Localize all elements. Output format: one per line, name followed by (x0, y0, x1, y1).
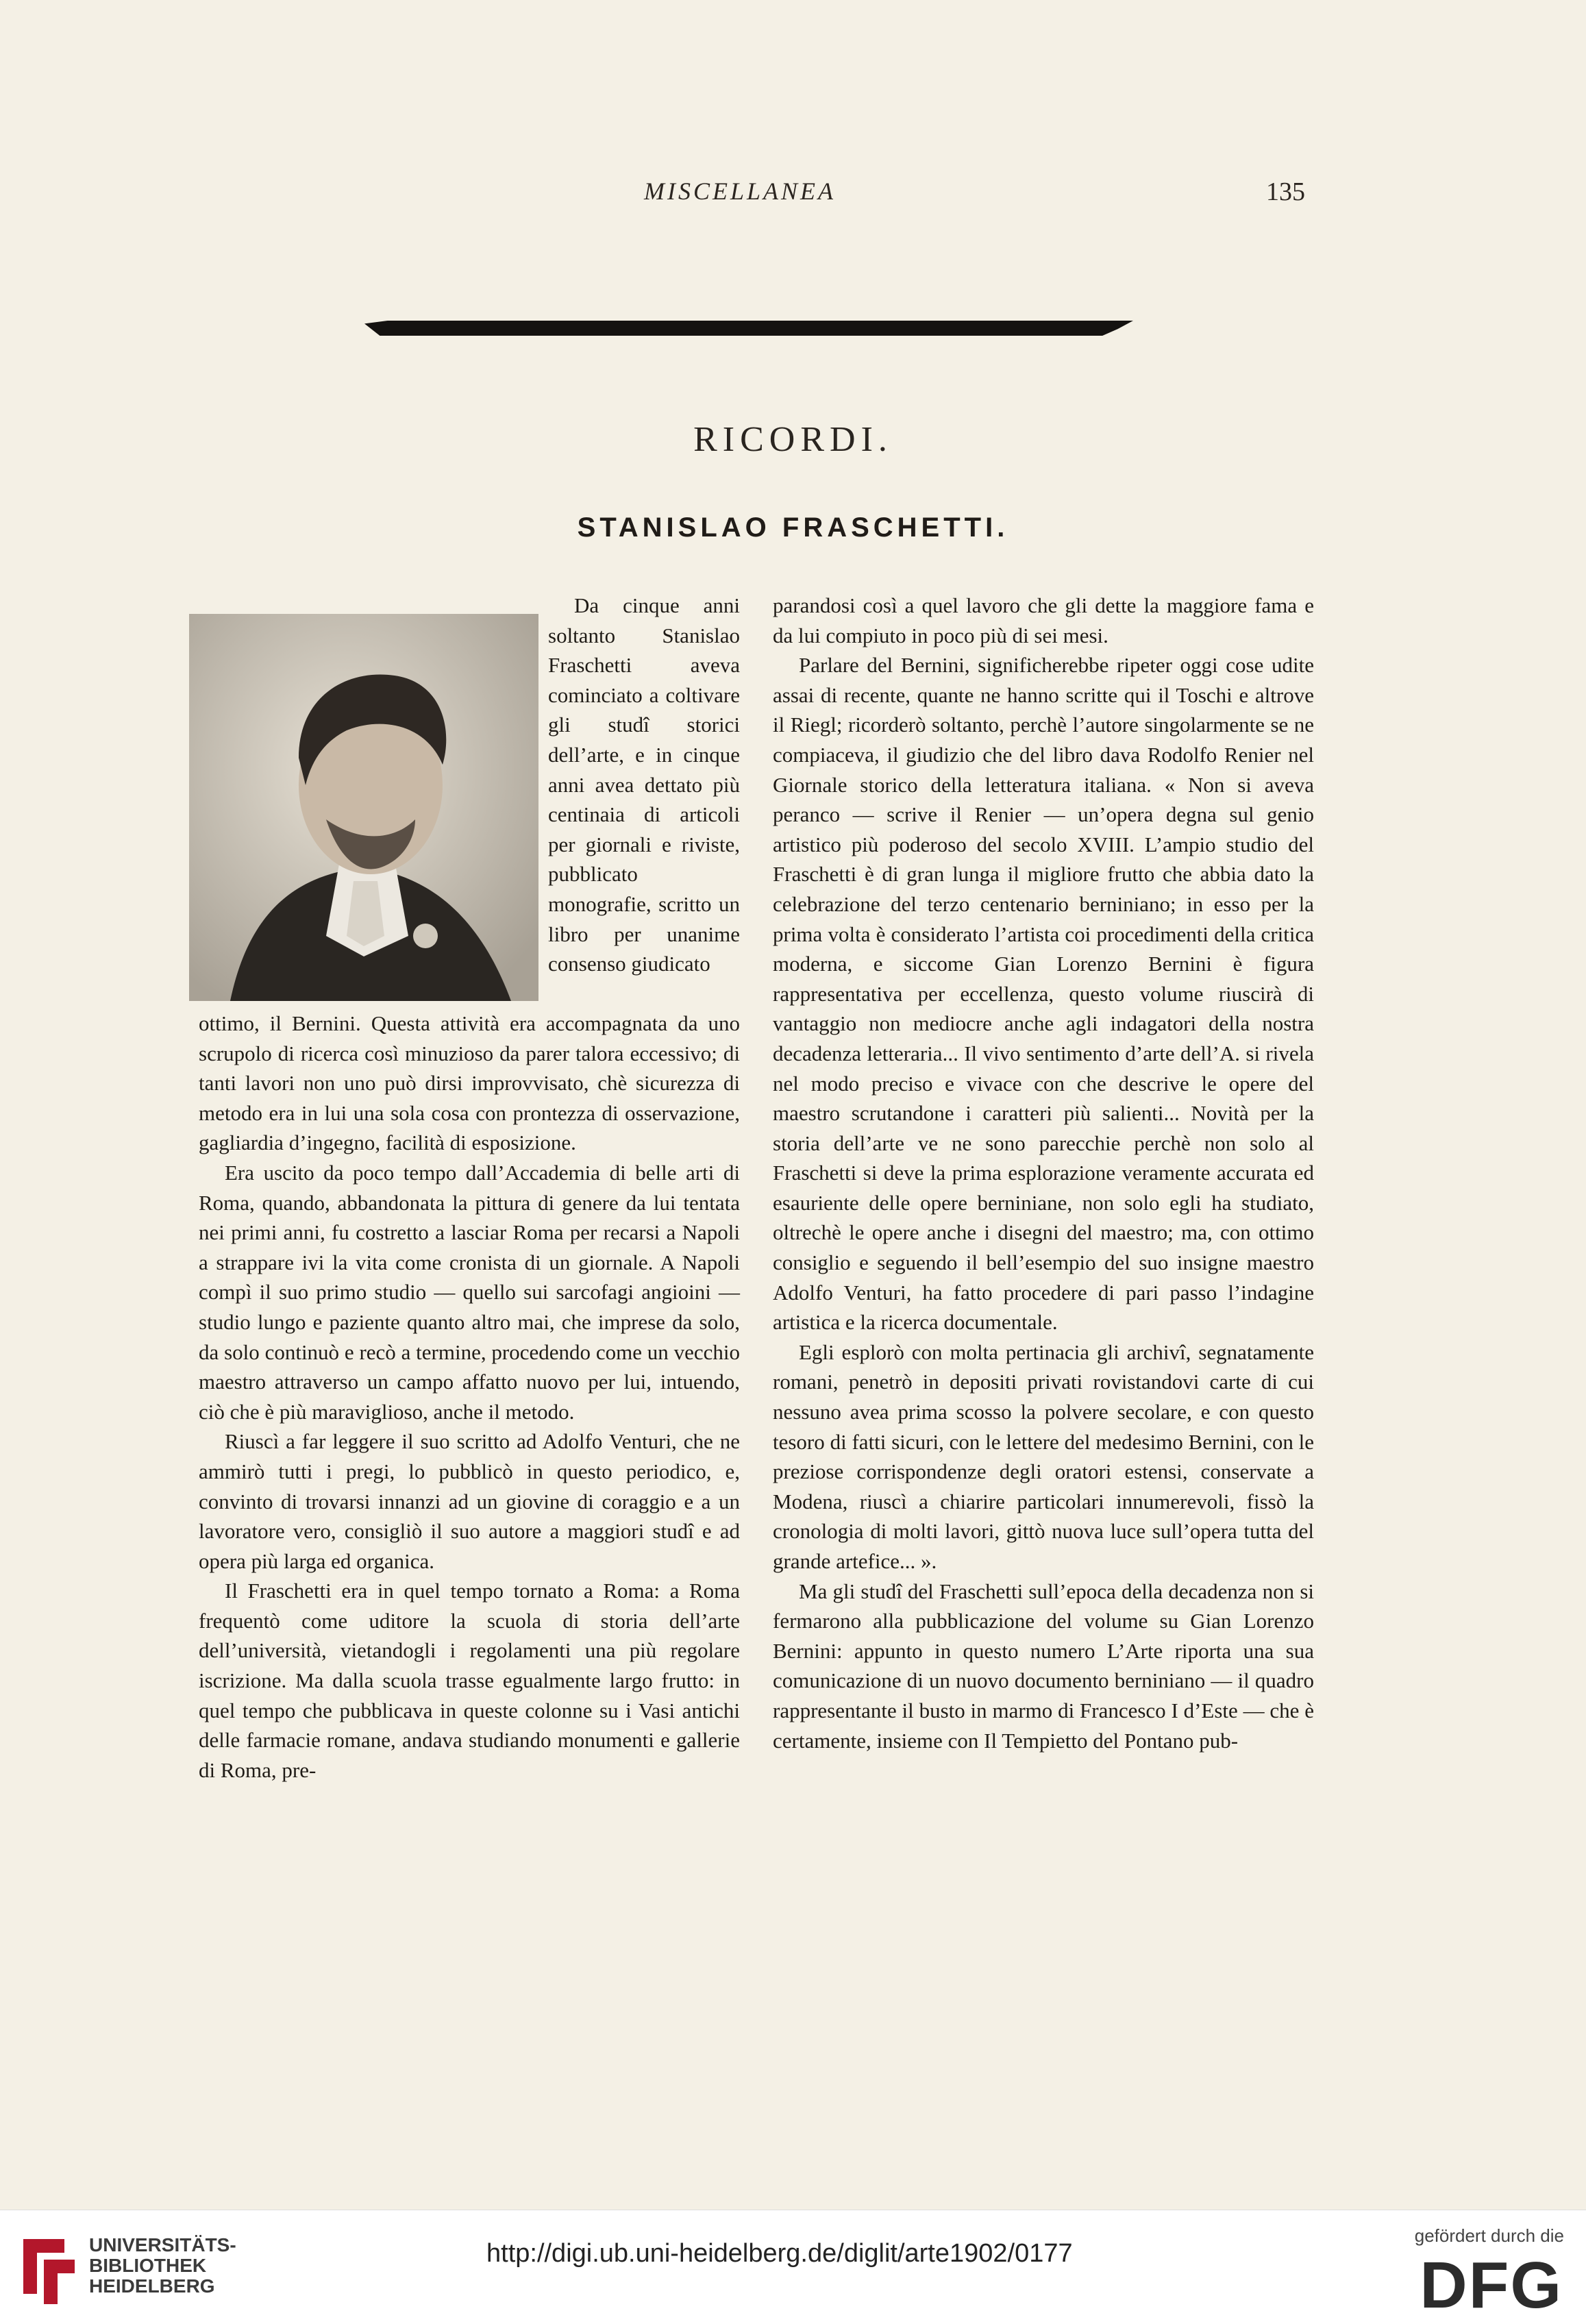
university-library-logo-icon (16, 2225, 79, 2309)
dfg-logo: DFG (1420, 2249, 1563, 2322)
paragraph: Egli esplorò con molta pertinacia gli archivî, segnatamente romani, penetrò in depositi privati rovistandovi carte di cui nessuno avea prima scosso la polvere secolare, e con questo tesoro di fatti sicuri, con le lettere del medesimo Bernini, con le preziose corrispondenze degli oratori estensi, conservate a Modena, riuscì a chiarire particolari innumerevoli, fissò la cronologia di molti lavori, gittò nuova luce sull’opera tutta del grande artefice... ». (773, 1339, 1314, 1573)
ornamental-rule (364, 321, 1133, 336)
paragraph: Parlare del Bernini, significherebbe ripeter oggi cose udite assai di recente, quante ne hanno scritte qui il Toschi e altrove il Riegl; ricorderò soltanto, perchè l’autore singolarmente se ne compiaceva, il giudizio che del libro dava Rodolfo Renier nel Giornale storico della letteratura italiana. « Non si aveva peranco — scrive il Renier — un’opera degna sul genio artistico più poderoso del secolo XVIII. L’ampio studio del Fraschetti è di gran lunga il migliore frutto che abbia dato la celebrazione del terzo centenario berniniano; in esso per la prima volta è considerato l’artista coi procedimenti della critica moderna, e siccome Gian Lorenzo Bernini è figura rappresentativa per eccellenza, questo volume riuscirà di vantaggio non mediocre anche agli indagatori della nostra decadenza letteraria... Il vivo sentimento d’arte dell’A. si rivela nel modo preciso e vivace con che descrive le opere del maestro scrutandone i caratteri più salienti... Novità per la storia dell’arte ve ne sono parecchie perchè non solo al Fraschetti si deve la prima esplorazione veramente accurata ed esauriente delle opere berniniane, non solo egli ha studiato, oltrechè le opere anche i disegni del maestro; ma, con ottimo consiglio e seguendo il bell’esempio del suo insigne maestro Adolfo Venturi, ha fatto procedere di pari passo l’indagine artistica e la ricerca documentale. (773, 653, 1314, 1335)
intro-paragraph (548, 591, 740, 979)
left-column (199, 1009, 740, 1785)
paragraph: Ma gli studî del Fraschetti sull’epoca della decadenza non si fermarono alla pubblicazione del volume su Gian Lorenzo Bernini: appunto in questo numero L’Arte riporta una sua comunicazione di un nuovo documento berniniano — il quadro rappresentante il busto in marmo di Francesco I d’Este — che è certamente, insieme con Il Tempietto del Pontano pub- (773, 1579, 1314, 1753)
intro-text: Da cinque anni soltanto Stanislao Fraschetti aveva cominciato a coltivare gli studî storici dell’arte, e in cinque anni avea dettato più centinaia di articoli per giornali e riviste, pubblicato monografie, scritto un libro per unanime consenso giudicato (548, 593, 740, 976)
article-title: STANISLAO FRASCHETTI. (577, 512, 1009, 543)
library-name-line: BIBLIOTHEK (89, 2255, 207, 2276)
paragraph: ottimo, il Bernini. Questa attività era accompagnata da uno scrupolo di ricerca così minuzioso da parer talora eccessivo; di tanti lavori non uno può dirsi improvvisato, chè sicurezza di metodo era in lui una sola cosa con prontezza di osservazione, gagliardia d’ingegno, facilità di esposizione. (199, 1011, 740, 1155)
library-name-line: UNIVERSITÄTS- (89, 2234, 236, 2255)
library-name-line: HEIDELBERG (89, 2275, 215, 2297)
section-title: RICORDI. (693, 420, 893, 459)
paragraph: Il Fraschetti era in quel tempo tornato a Roma: a Roma frequentò come uditore la scuola di storia dell’arte dell’università, vietandogli i regolamenti una più regolare iscrizione. Ma dalla scuola trasse egualmente largo frutto: in quel tempo che pubblicava in queste colonne su i Vasi antichi delle farmacie romane, andava studiando monumenti e gallerie di Roma, pre- (199, 1579, 740, 1782)
paragraph: Era uscito da poco tempo dall’Accademia di belle arti di Roma, quando, abbandonata la pittura di genere da lui tentata nei primi anni, fu costretto a lasciar Roma per recarsi a Napoli a strappare ivi la vita come cronista di un giornale. A Napoli compì il suo primo studio — quello sui sarcofagi angioini — studio lungo e paziente quanto altro mai, che imprese da solo, da solo continuò e recò a termine, procedendo come un vecchio maestro attraverso un campo affatto nuovo per lui, intuendo, ciò che è più maraviglioso, anche il metodo. (199, 1160, 740, 1424)
right-column (773, 591, 1314, 1755)
running-head: MISCELLANEA (644, 177, 837, 205)
permalink-url[interactable]: http://digi.ub.uni-heidelberg.de/diglit/arte1902/0177 (486, 2239, 1073, 2268)
paragraph: Riuscì a far leggere il suo scritto ad Adolfo Venturi, che ne ammirò tutti i pregi, lo pubblicò in questo periodico, e, convinto di trovarsi innanzi ad un giovine di coraggio e a un lavoratore vero, consigliò il suo autore a maggiori studî e ad opera più larga ed organica. (199, 1429, 740, 1573)
portrait-photo (189, 614, 538, 1001)
funded-by-label: gefördert durch die (1414, 2225, 1564, 2246)
library-name (89, 2235, 236, 2297)
page-number: 135 (1266, 177, 1305, 206)
paragraph: parandosi così a quel lavoro che gli dette la maggiore fama e da lui compiuto in poco più di sei mesi. (773, 593, 1314, 647)
